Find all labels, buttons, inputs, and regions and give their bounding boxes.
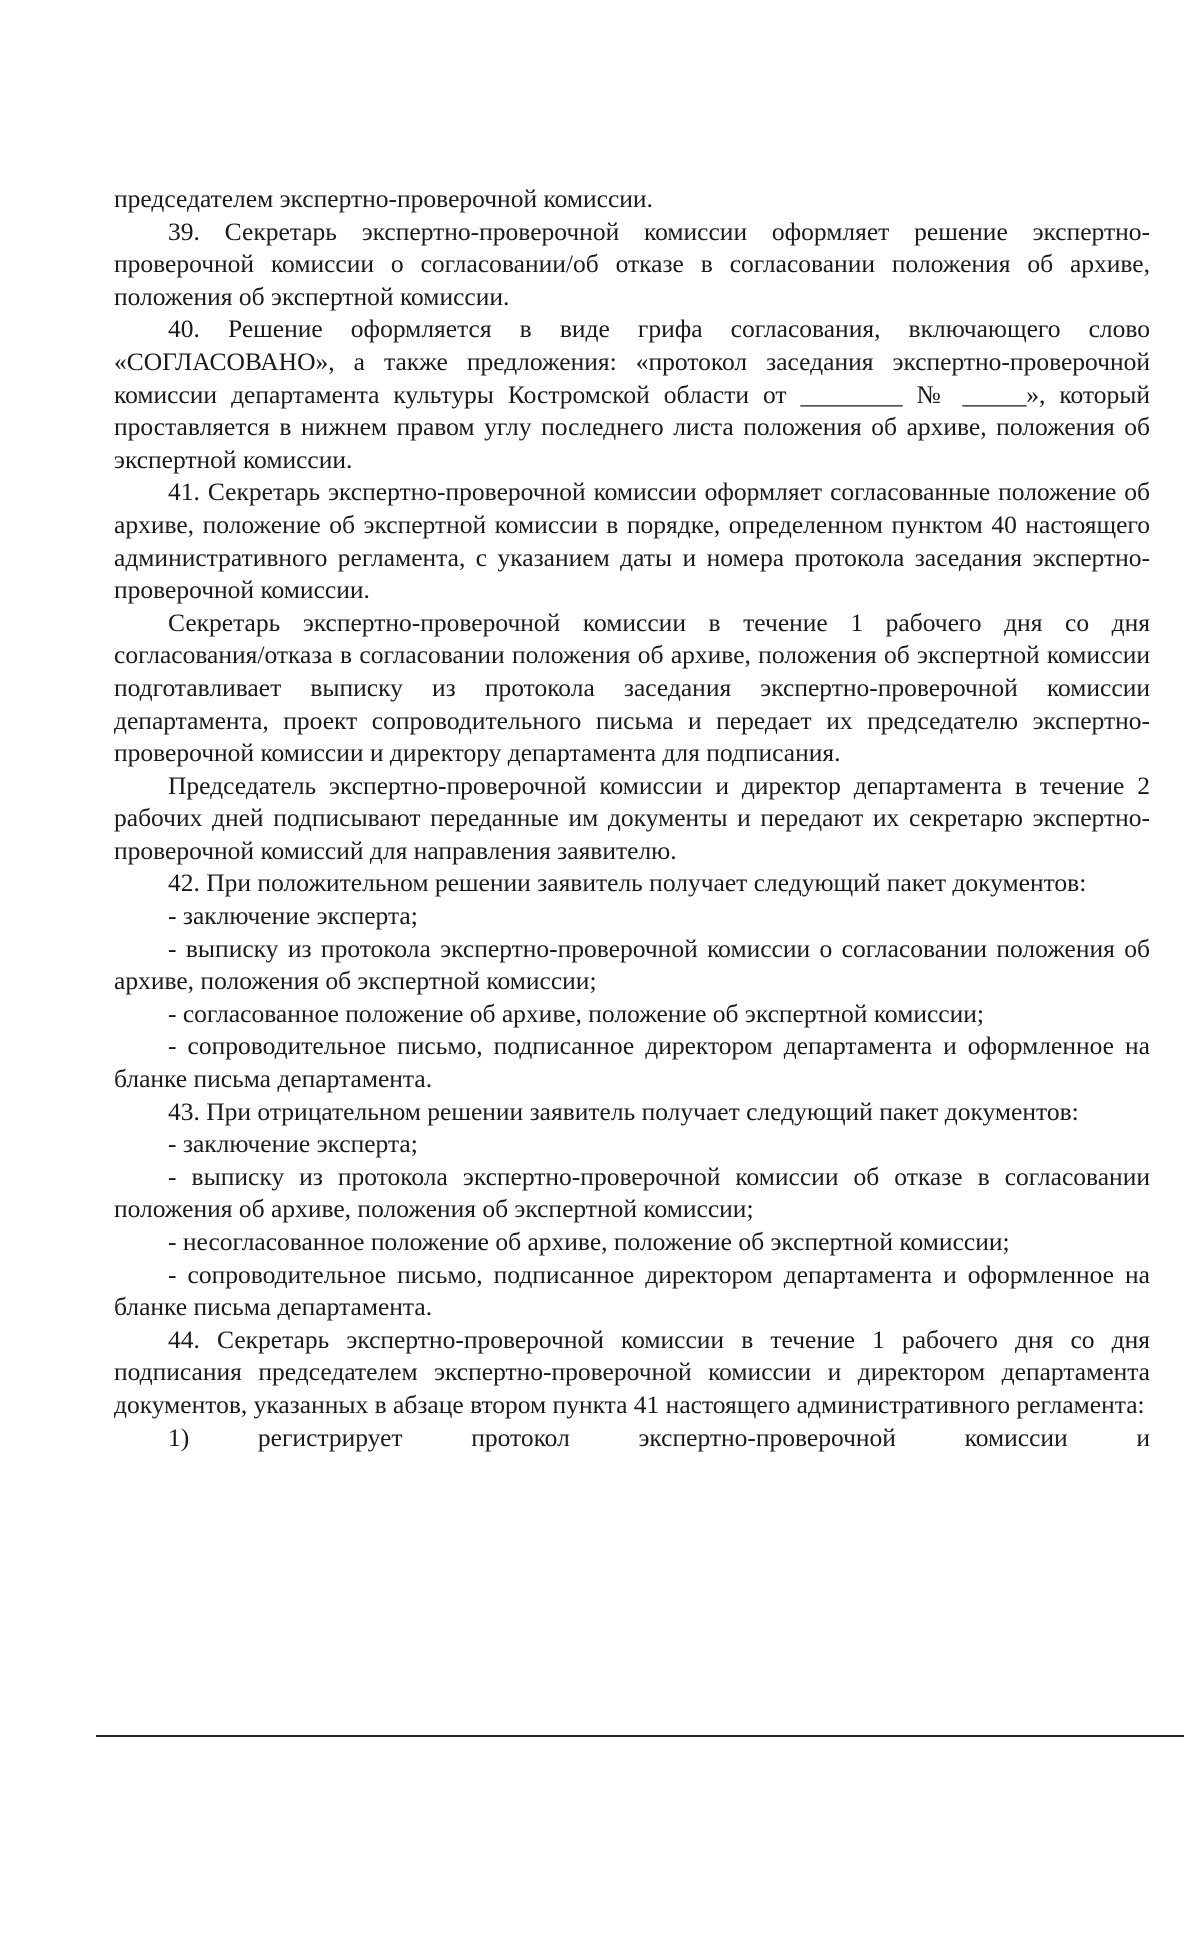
list-item-43-1: - заключение эксперта;: [168, 1129, 418, 1159]
paragraph-41-chairman: Председатель экспертно-проверочной комиссии и директор департамента в течение 2 рабочих дней подписывают переданные им документы и передают их секретарю экспертно-проверочной комиссий для направления заявителю.: [114, 770, 1150, 865]
paragraph-43: 43. При отрицательном решении заявитель получает следующий пакет документов:: [168, 1096, 1079, 1126]
list-item-44-1: 1) регистрирует протокол экспертно-проверочной комиссии и: [168, 1422, 1150, 1452]
footnote-separator-line: [96, 1735, 1184, 1737]
list-item-42-3: - согласованное положение об архиве, положение об экспертной комиссии;: [168, 998, 984, 1028]
list-item-43-4: - сопроводительное письмо, подписанное директором департамента и оформленное на бланке письма департамента.: [114, 1259, 1150, 1322]
list-item-43-3: - несогласованное положение об архиве, положение об экспертной комиссии;: [168, 1227, 1010, 1256]
paragraph-42: 42. При положительном решении заявитель получает следующий пакет документов:: [168, 868, 1087, 898]
list-item-42-1: - заключение эксперта;: [168, 901, 418, 931]
list-item-42-4: - сопроводительное письмо, подписанное директором департамента и оформленное на бланке письма департамента.: [114, 1031, 1150, 1094]
paragraph-continuation: председателем экспертно-проверочной комиссии.: [114, 184, 653, 213]
paragraph-41-secretary: Секретарь экспертно-проверочной комиссии в течение 1 рабочего дня со дня согласования/отказа в согласовании положения об архиве, положения об экспертной комиссии подготавливает выписку из протокола заседания экспертно-проверочной комиссии департамента, проект сопроводительного письма и передает их председателю экспертно-проверочной комиссии и директору департамента для подписания.: [114, 607, 1150, 768]
paragraph-39: 39. Секретарь экспертно-проверочной комиссии оформляет решение экспертно-проверочной комиссии о согласовании/об отказе в согласовании положения об архиве, положения об экспертной комиссии.: [114, 216, 1150, 311]
paragraph-44: 44. Секретарь экспертно-проверочной комиссии в течение 1 рабочего дня со дня подписания председателем экспертно-проверочной комиссии и директором департамента документов, указанных в абзаце втором пункта 41 настоящего административного регламента:: [114, 1324, 1150, 1419]
document-body: [114, 183, 1150, 1454]
list-item-42-2: - выписку из протокола экспертно-проверочной комиссии о согласовании положения об архиве, положения об экспертной комиссии;: [114, 933, 1150, 996]
paragraph-41: 41. Секретарь экспертно-проверочной комиссии оформляет согласованные положение об архиве, положение об экспертной комиссии в порядке, определенном пунктом 40 настоящего административного регламента, с указанием даты и номера протокола заседания экспертно-проверочной комиссии.: [114, 477, 1150, 605]
paragraph-40: 40. Решение оформляется в виде грифа согласования, включающего слово «СОГЛАСОВАНО», а также предложения: «протокол заседания экспертно-проверочной комиссии департамента культуры Костромской области от ________ № _____», который проставляется в нижнем правом углу последнего листа положения об архиве, положения об экспертной комиссии.: [114, 314, 1150, 474]
list-item-43-2: - выписку из протокола экспертно-проверочной комиссии об отказе в согласовании положения об архиве, положения об экспертной комиссии;: [114, 1161, 1150, 1224]
